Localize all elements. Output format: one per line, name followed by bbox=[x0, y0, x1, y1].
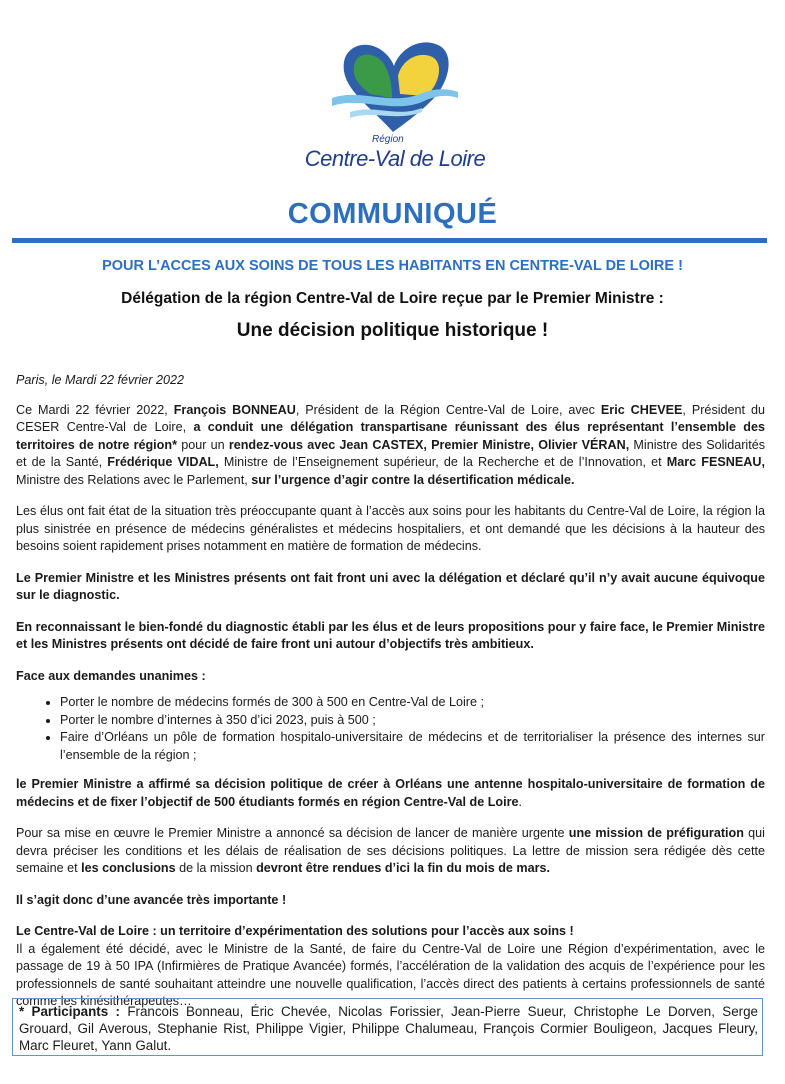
text-conclusions: les conclusions bbox=[81, 861, 176, 875]
paragraph-mission bbox=[16, 825, 765, 878]
paragraph-intro bbox=[16, 402, 765, 490]
paragraph-united-front: Le Premier Ministre et les Ministres présents ont fait front uni avec la délégation et déclaré qu’il n’y avait aucune équivoque sur le diagnostic. bbox=[16, 570, 765, 602]
region-logo bbox=[300, 36, 490, 176]
heading-historic-decision: Une décision politique historique ! bbox=[236, 320, 549, 341]
text-decision: le Premier Ministre a affirmé sa décision politique de créer à Orléans une antenne hospitalo-universitaire de formation de médecins et de fixer l’objectif de 500 étudiants formés en région Centre-Val de Loire bbox=[16, 777, 765, 809]
text-run: qui devra préciser les conditions et les délais de réalisation de ses décisions politiques. La lettre de mission sera rédigée dès cette semaine et bbox=[16, 826, 765, 875]
body-text bbox=[16, 372, 765, 1011]
text-run: Ministre des Solidarités et de la Santé, bbox=[16, 437, 766, 469]
text-mission: une mission de préfiguration bbox=[568, 826, 744, 840]
name-fesneau: Marc FESNEAU, bbox=[666, 455, 765, 469]
text-delegation: a conduit une délégation transpartisane réunissant des élus représentant l’ensemble des territoires de notre région* bbox=[16, 420, 765, 452]
text-run: Pour sa mise en œuvre le Premier Ministre a annoncé sa décision de lancer de manière urgente bbox=[16, 826, 569, 840]
paragraph-demands-intro: Face aux demandes unanimes : bbox=[16, 668, 206, 683]
participants-box bbox=[12, 998, 763, 1056]
paragraph-situation: Les élus ont fait état de la situation très préoccupante quant à l’accès aux soins pour les habitants du Centre-Val de Loire, la région la plus sinistrée en présence de médecins généralistes et médecins hospitaliers, et ont demandé que les décisions à la hauteur des besoins soient rapidement prises notamment en matière de formation de médecins. bbox=[16, 504, 765, 553]
name-vidal: Frédérique VIDAL, bbox=[107, 455, 219, 469]
text-run: Ministre de l’Enseignement supérieur, de la Recherche et de l’Innovation, et bbox=[218, 455, 667, 469]
text-run: . bbox=[518, 794, 522, 809]
heading-delegation: Délégation de la région Centre-Val de Loire reçue par le Premier Ministre : bbox=[121, 290, 664, 307]
name-chevee: Eric CHEVEE bbox=[600, 402, 683, 417]
name-bonneau: François BONNEAU bbox=[173, 402, 296, 417]
text-run: , Président du CESER Centre-Val de Loire, bbox=[16, 402, 765, 434]
date-line: Paris, le Mardi 22 février 2022 bbox=[16, 373, 184, 387]
paragraph-objectives: En reconnaissant le bien-fondé du diagnostic établi par les élus et de leurs propositions pour y faire face, le Premier Ministre et les Ministres présents ont décidé de faire front uni autour d’objectifs très ambitieux. bbox=[16, 619, 765, 651]
logo-name: Centre-Val de Loire bbox=[304, 146, 486, 171]
text-run: de la mission bbox=[175, 861, 257, 875]
text-meeting: rendez-vous avec Jean CASTEX, Premier Ministre, Olivier VÉRAN, bbox=[228, 437, 630, 452]
paragraph-experimentation-title: Le Centre-Val de Loire : un territoire d’expérimentation des solutions pour l’accès aux soins ! bbox=[16, 924, 574, 938]
text-run: Ce Mardi 22 février 2022, bbox=[16, 402, 174, 417]
demands-list bbox=[16, 694, 765, 764]
text-run: Ministre des Relations avec le Parlement, bbox=[16, 472, 252, 487]
list-item: • Faire d’Orléans un pôle de formation hospitalo-universitaire de médecins et de territorialiser la présence des internes sur l’ensemble de la région ; bbox=[60, 729, 765, 764]
participants-names: Francois Bonneau, Éric Chevée, Nicolas Forissier, Jean-Pierre Sueur, Christophe Le Dorven, Serge Grouard, Gil Averous, Stephanie Rist, Philippe Vigier, Philippe Chalumeau, François Cormier Bouligeon, Jacques Fleury, Marc Fleuret, Yann Galut. bbox=[19, 1004, 758, 1053]
paragraph-progress: Il s’agit donc d’une avancée très importante ! bbox=[16, 892, 287, 907]
participants-label: * Participants : bbox=[19, 1004, 120, 1019]
title-divider bbox=[12, 238, 767, 243]
text-urgency: sur l’urgence d’agir contre la désertification médicale. bbox=[251, 472, 575, 487]
paragraph-decision bbox=[16, 776, 765, 811]
paragraph-experimentation-body: Il a également été décidé, avec le Ministre de la Santé, de faire du Centre-Val de Loire une Région d’expérimentation, avec le passage de 19 à 50 IPA (Infirmières de Pratique Avancée) formés, l’accélération de la validation des acquis de l’expérience pour les professionnels de santé souhaitant atteindre une nouvelle qualification, l’accès direct des patients à certains professionnels de santé comme les kinésithérapeutes… bbox=[16, 941, 765, 1008]
text-run: , Président de la Région Centre-Val de Loire, avec bbox=[295, 402, 601, 417]
text-run: pour un bbox=[176, 437, 229, 452]
list-item: • Porter le nombre d’internes à 350 d’ici 2023, puis à 500 ; bbox=[60, 712, 765, 730]
text-deadline: devront être rendues d’ici la fin du mois de mars. bbox=[256, 861, 551, 875]
page-title: COMMUNIQUÉ bbox=[287, 198, 498, 230]
list-item: • Porter le nombre de médecins formés de 300 à 500 en Centre-Val de Loire ; bbox=[60, 694, 765, 712]
logo-region-word: Région bbox=[372, 134, 404, 145]
heading-access-care: POUR L’ACCES AUX SOINS DE TOUS LES HABITANTS EN CENTRE-VAL DE LOIRE ! bbox=[102, 258, 683, 274]
heart-logo-icon bbox=[330, 36, 460, 136]
